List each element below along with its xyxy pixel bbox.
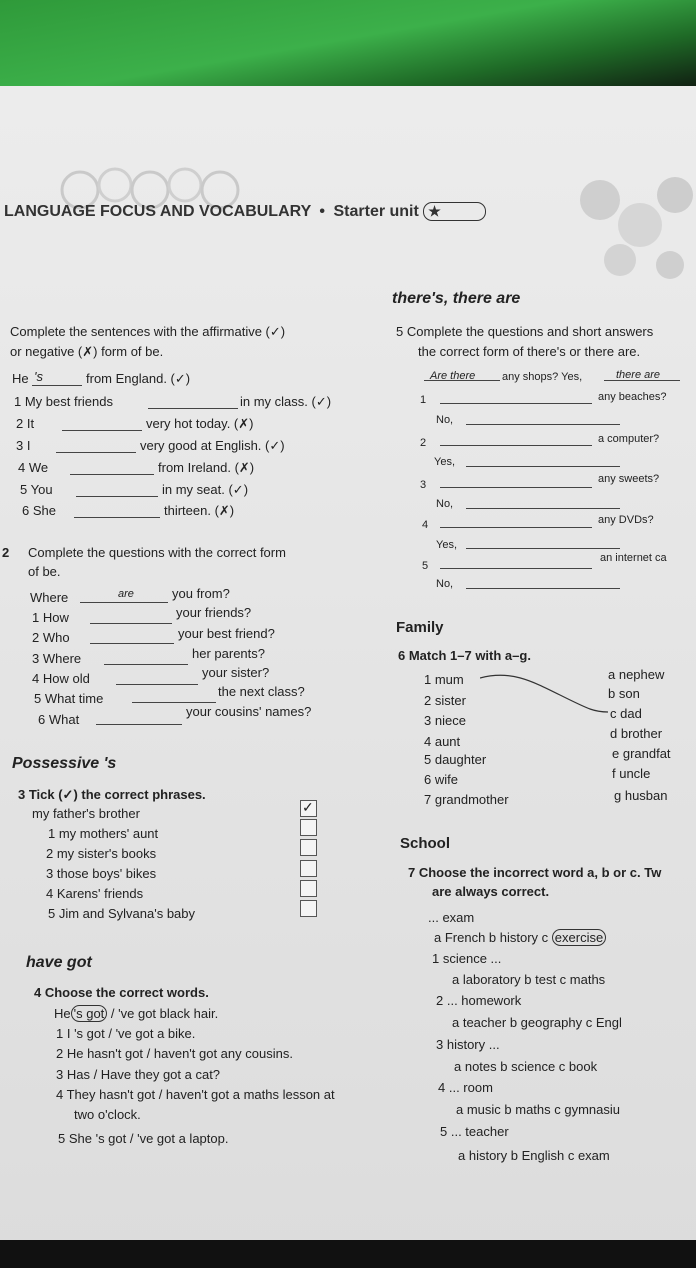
ex3-item-4: 4 Karens' friends (46, 886, 144, 901)
ex7-example-circled: exercise (552, 929, 606, 946)
ex5-item-3-number: 3 (420, 479, 427, 491)
ex2-item-6-end: your cousins' names? (186, 704, 312, 719)
ex3-example: my father's brother (32, 806, 140, 821)
ex2-instruction-line1: Complete the questions with the correct form (28, 545, 286, 560)
ex5-item-3-question: any sweets? (598, 473, 660, 485)
ex6-left-4: 4 aunt (424, 734, 461, 749)
ex2-example-end: you from? (172, 586, 230, 601)
ex3-item-3: 3 those boys' bikes (46, 866, 157, 881)
ex2-example-blank (80, 602, 168, 603)
ex3-instruction: 3 Tick (✓) the correct phrases. (18, 787, 206, 802)
ex4-example (54, 1006, 218, 1022)
ex5-item-5-answer: No, (436, 578, 454, 590)
ex1-item-3-start: 3 I (16, 438, 31, 453)
ex2-item-2-blank[interactable] (90, 643, 174, 644)
ex1-item-4-end: from Ireland. (✗) (158, 460, 255, 475)
ex2-number: 2 (2, 545, 10, 560)
ex4-item-3: 3 Has / Have they got a cat? (56, 1067, 221, 1082)
ex5-item-1-question: any beaches? (598, 391, 667, 403)
ex7-example-head: ... exam (428, 910, 475, 925)
ex2-item-4-blank[interactable] (116, 684, 198, 685)
ex5-item-4-answer-blank[interactable] (466, 548, 620, 549)
header-bullet: • (319, 203, 326, 220)
dark-background-bottom (0, 1240, 696, 1268)
ex1-item-2-end: very hot today. (✗) (146, 416, 254, 431)
section-heading-havegot: have got (26, 954, 92, 971)
ex1-item-2-blank[interactable] (62, 430, 142, 431)
ex2-item-2-start: 2 Who (32, 630, 70, 645)
ex2-item-2-end: your best friend? (178, 626, 275, 641)
ex1-instruction-line2: or negative (✗) form of be. (10, 344, 164, 359)
ex7-item-4-head: 4 ... room (438, 1080, 493, 1095)
ex3-item-1-checkbox[interactable] (300, 819, 317, 836)
ex6-right-d: d brother (610, 726, 663, 741)
ex5-example-mid: any shops? Yes, (502, 371, 583, 383)
ex2-item-1-blank[interactable] (90, 623, 172, 624)
ex3-item-1: 1 my mothers' aunt (48, 826, 159, 841)
ex3-item-3-checkbox[interactable] (300, 860, 317, 877)
ex5-item-5-number: 5 (422, 560, 429, 572)
ex7-item-2-head: 2 ... homework (436, 993, 522, 1008)
ex2-item-3-start: 3 Where (32, 651, 82, 666)
ex6-match-line (480, 670, 610, 720)
ex1-item-2-start: 2 It (16, 416, 35, 431)
ex4-item-4-cont: two o'clock. (74, 1107, 141, 1122)
ex2-item-3-blank[interactable] (104, 664, 188, 665)
ex6-left-7: 7 grandmother (424, 792, 509, 807)
ex2-instruction-line2: of be. (28, 564, 61, 579)
ex7-instruction-line2: are always correct. (432, 884, 550, 899)
ex4-example-end: / 've got black hair. (110, 1006, 219, 1021)
ex2-item-1-start: 1 How (32, 610, 69, 625)
ex2-example-start: Where (30, 590, 69, 605)
ex5-item-3-blank[interactable] (440, 487, 592, 488)
ex5-item-2-answer: Yes, (434, 456, 456, 468)
ex5-item-1-number: 1 (420, 394, 427, 406)
ex3-item-5-checkbox[interactable] (300, 900, 317, 917)
ex1-example-answer: 's (34, 369, 43, 384)
ex5-item-3-answer-blank[interactable] (466, 508, 620, 509)
ex5-item-4-answer: Yes, (436, 539, 458, 551)
ex1-item-4-blank[interactable] (70, 474, 154, 475)
section-heading-possessive: Possessive 's (12, 755, 117, 772)
ex5-item-3-answer: No, (436, 498, 454, 510)
ex3-item-4-checkbox[interactable] (300, 880, 317, 897)
ex5-item-4-blank[interactable] (440, 527, 592, 528)
ex7-item-2-options: a teacher b geography c Engl (452, 1015, 622, 1030)
ex5-item-4-number: 4 (422, 519, 429, 531)
ex1-item-3-end: very good at English. (✓) (140, 438, 285, 453)
ex6-left-1: 1 mum (424, 672, 464, 687)
check-icon: ✓ (302, 799, 314, 815)
header-title: LANGUAGE FOCUS AND VOCABULARY (4, 203, 311, 220)
ex5-example-answer: there are (616, 369, 661, 381)
ex4-item-1: 1 I 's got / 've got a bike. (56, 1026, 196, 1041)
section-heading-there: there's, there are (392, 290, 521, 307)
ex2-example-answer: are (118, 588, 134, 600)
ex1-item-6-end: thirteen. (✗) (164, 503, 235, 518)
ex7-item-3-options: a notes b science c book (454, 1059, 598, 1074)
ex1-item-1-blank[interactable] (148, 408, 238, 409)
ex2-item-3-end: her parents? (192, 646, 265, 661)
decorative-circles-right (560, 170, 696, 290)
ex5-item-4-question: any DVDs? (598, 514, 654, 526)
ex3-item-2-checkbox[interactable] (300, 839, 317, 856)
ex5-item-2-question: a computer? (598, 433, 660, 445)
ex5-example-blank-a (604, 380, 680, 381)
ex7-example-options-text: a French b history c (434, 930, 549, 945)
ex1-instruction-line1: Complete the sentences with the affirmative (✓) (10, 324, 286, 339)
ex5-example-blank-q (424, 380, 500, 381)
ex6-instruction: 6 Match 1–7 with a–g. (398, 648, 531, 663)
ex4-instruction: 4 Choose the correct words. (34, 985, 209, 1000)
ex1-item-6-start: 6 She (22, 503, 56, 518)
ex6-left-2: 2 sister (424, 693, 466, 708)
ex5-instruction-line1: 5 Complete the questions and short answers (396, 324, 654, 339)
ex7-item-4-options: a music b maths c gymnasiu (456, 1102, 621, 1117)
ex1-item-6-blank[interactable] (74, 517, 160, 518)
ex1-example-blank (32, 385, 82, 386)
ex5-item-5-blank[interactable] (440, 568, 592, 569)
ex2-item-1-end: your friends? (176, 605, 252, 620)
ex4-example-circled: 's got (71, 1005, 108, 1022)
ex6-right-a: a nephew (608, 667, 665, 682)
ex7-item-1-head: 1 science ... (432, 951, 502, 966)
ex2-item-6-blank[interactable] (96, 724, 182, 725)
header-subtitle: Starter unit (333, 203, 419, 220)
ex7-item-1-options: a laboratory b test c maths (452, 972, 606, 987)
ex5-example-question: Are there (430, 370, 476, 382)
section-heading-school: School (400, 835, 451, 852)
ex6-right-c: c dad (610, 706, 642, 721)
ex4-example-start: He (54, 1006, 71, 1021)
ex2-item-4-start: 4 How old (32, 671, 90, 686)
ex1-item-5-end: in my seat. (✓) (162, 482, 249, 497)
ex1-item-1-start: 1 My best friends (14, 394, 113, 409)
ex7-item-3-head: 3 history ... (436, 1037, 500, 1052)
ex5-item-2-blank[interactable] (440, 445, 592, 446)
ex3-item-5: 5 Jim and Sylvana's baby (48, 906, 196, 921)
ex4-item-2: 2 He hasn't got / haven't got any cousins. (56, 1046, 293, 1061)
ex7-instruction-line1: 7 Choose the incorrect word a, b or c. Tw (408, 865, 662, 880)
ex1-example-end: from England. (✓) (86, 371, 191, 386)
ex1-item-1-end: in my class. (✓) (240, 394, 332, 409)
ex7-item-5-options: a history b English c exam (458, 1148, 610, 1163)
ex1-item-3-blank[interactable] (56, 452, 136, 453)
star-icon: ★ (423, 202, 486, 221)
ex7-item-5-head: 5 ... teacher (440, 1124, 509, 1139)
green-bag-background (0, 0, 696, 100)
ex6-right-g: g husban (614, 788, 668, 803)
ex6-left-5: 5 daughter (424, 752, 487, 767)
ex6-right-f: f uncle (612, 766, 651, 781)
ex5-item-5-question: an internet ca (600, 552, 667, 564)
ex6-left-6: 6 wife (424, 772, 458, 787)
ex3-item-2: 2 my sister's books (46, 846, 157, 861)
ex5-instruction-line2: the correct form of there's or there are. (418, 344, 641, 359)
ex4-item-5: 5 She 's got / 've got a laptop. (58, 1131, 229, 1146)
page-header (4, 202, 486, 221)
ex6-right-e: e grandfat (612, 746, 671, 761)
ex7-example-options (434, 930, 606, 946)
ex6-right-b: b son (608, 686, 640, 701)
ex6-left-3: 3 niece (424, 713, 466, 728)
ex2-item-5-blank[interactable] (132, 702, 216, 703)
ex5-item-5-answer-blank[interactable] (466, 588, 620, 589)
ex1-item-4-start: 4 We (18, 460, 49, 475)
ex2-item-5-end: the next class? (218, 684, 305, 699)
ex1-item-5-start: 5 You (20, 482, 53, 497)
ex4-item-4: 4 They hasn't got / haven't got a maths lesson at (56, 1087, 335, 1102)
ex2-item-6-start: 6 What (38, 712, 80, 727)
section-heading-family: Family (396, 619, 444, 636)
ex1-example-start: He (12, 371, 29, 386)
ex5-item-1-answer: No, (436, 414, 454, 426)
ex2-item-4-end: your sister? (202, 665, 270, 680)
ex1-item-5-blank[interactable] (76, 496, 158, 497)
ex2-item-5-start: 5 What time (34, 691, 104, 706)
ex5-item-1-blank[interactable] (440, 403, 592, 404)
ex5-item-2-number: 2 (420, 437, 427, 449)
ex5-item-1-answer-blank[interactable] (466, 424, 620, 425)
ex5-item-2-answer-blank[interactable] (466, 466, 620, 467)
